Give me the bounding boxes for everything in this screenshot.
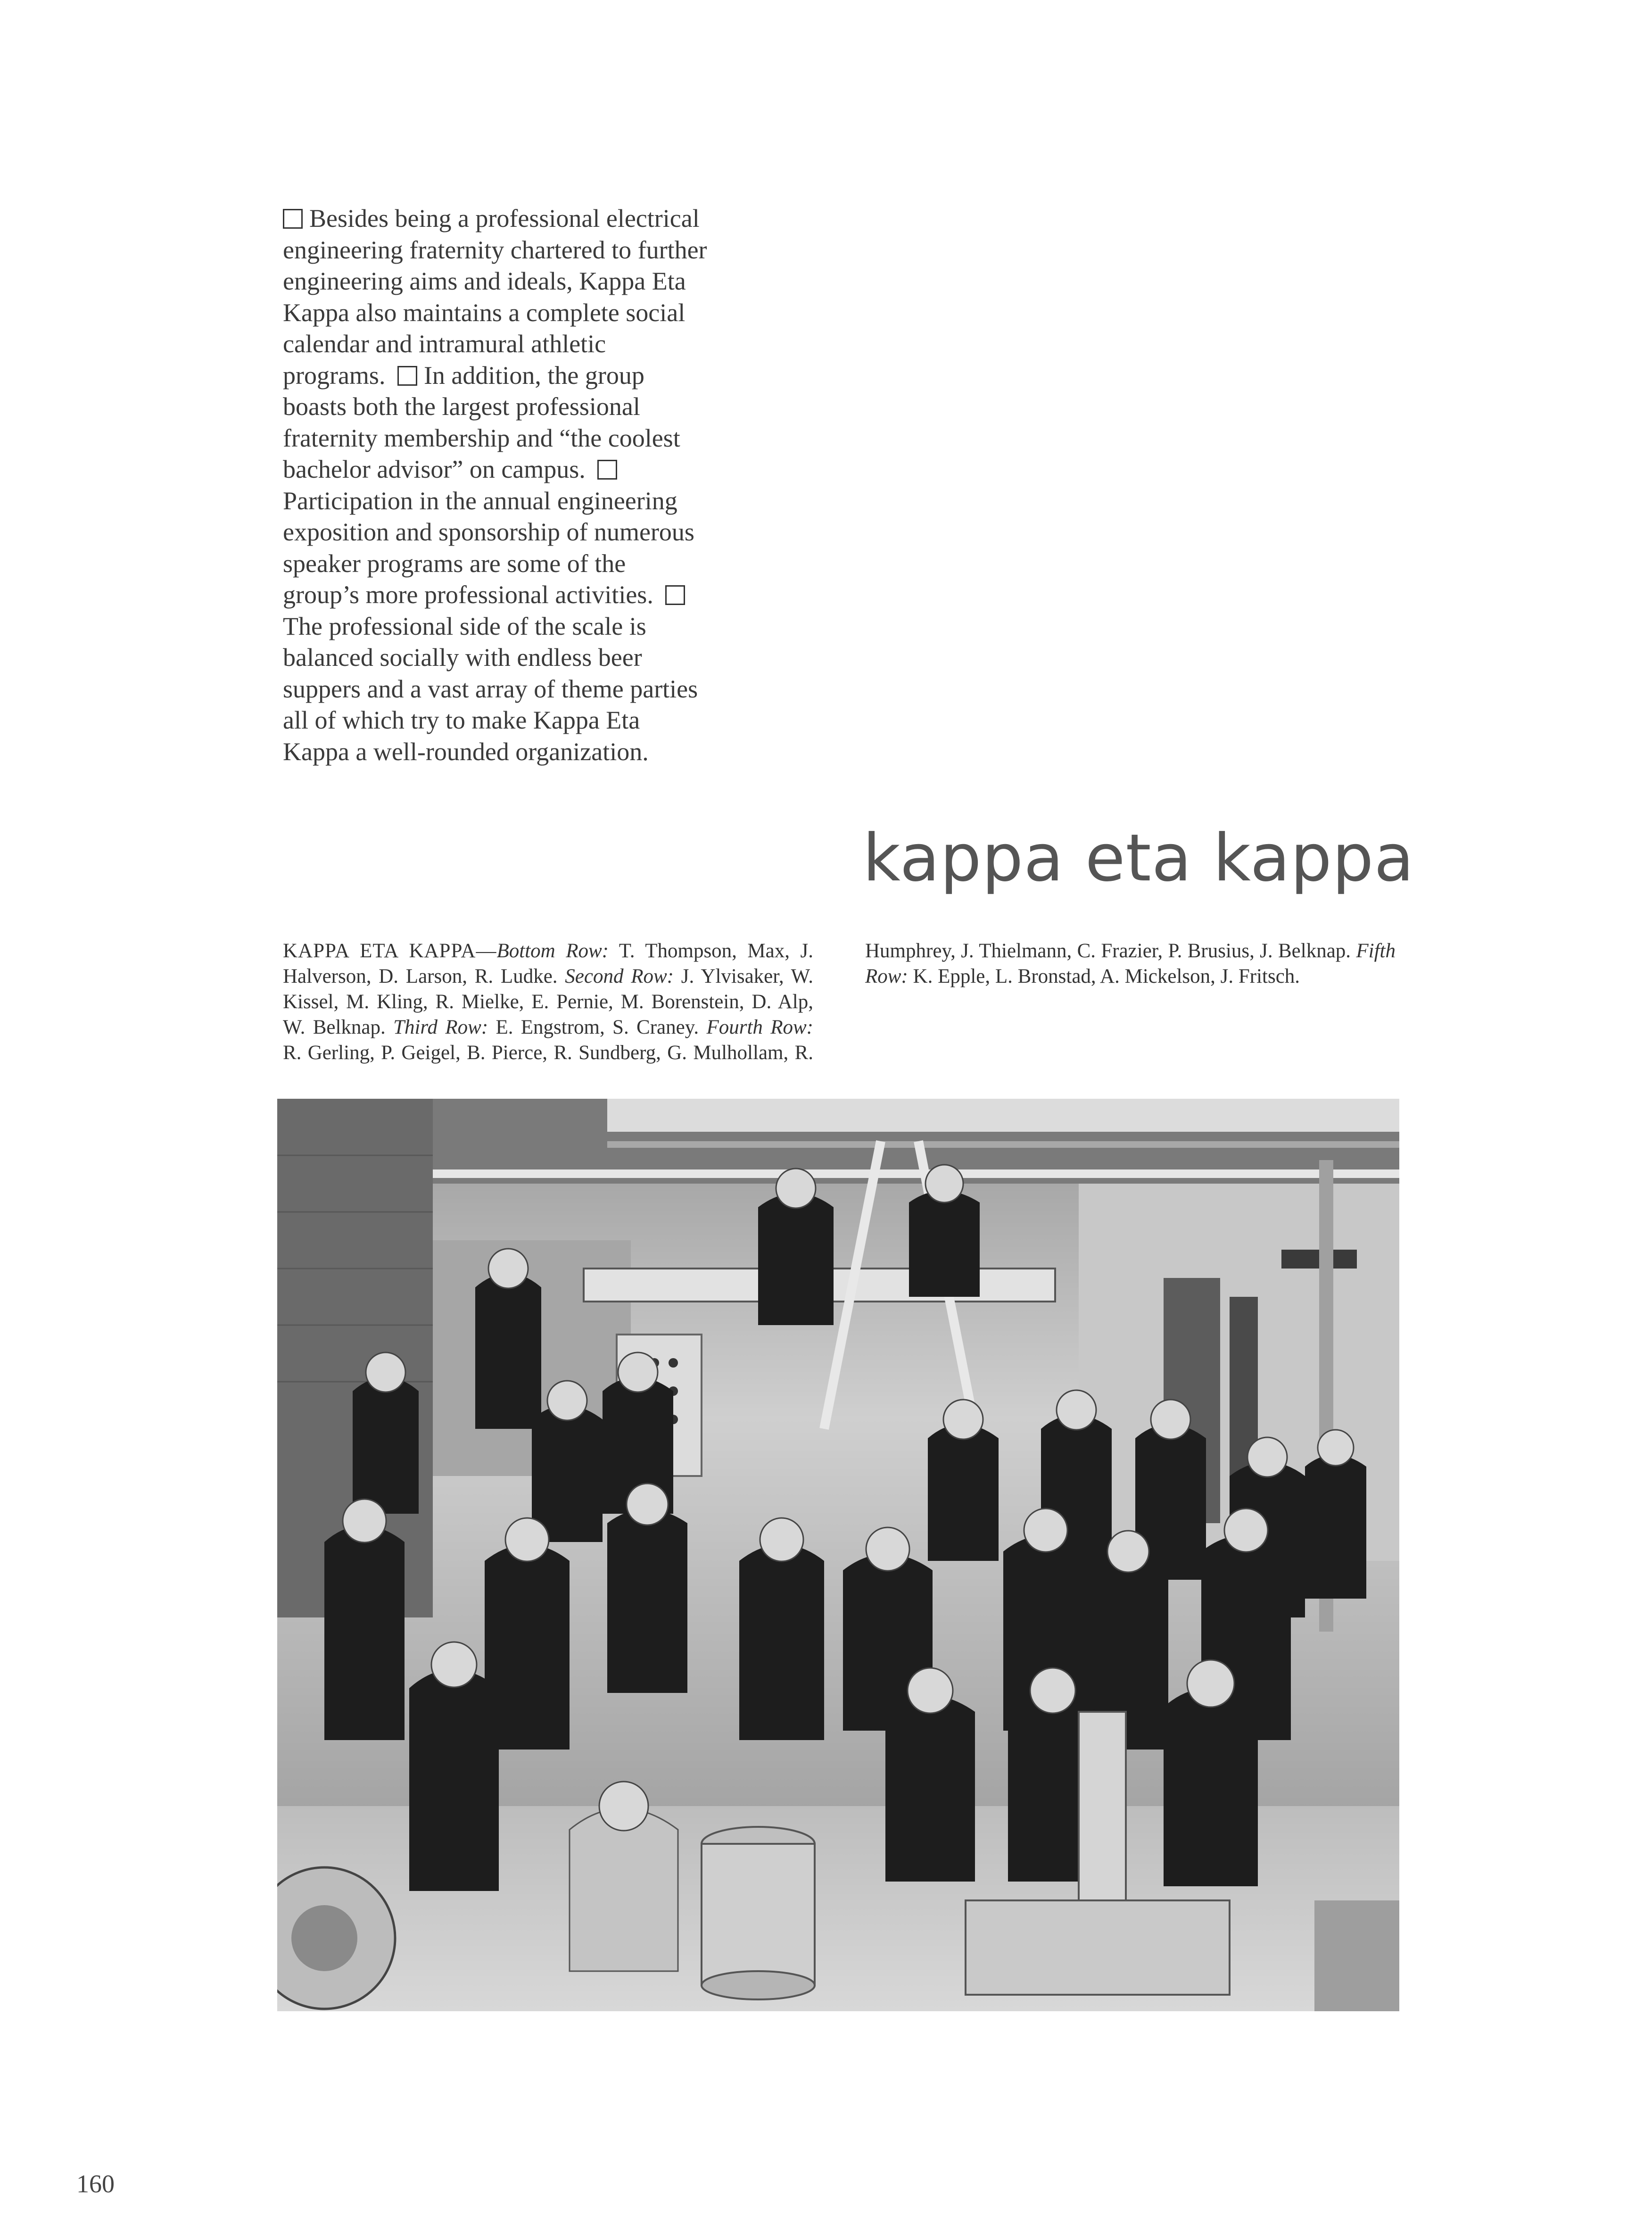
caption-row-label: Bottom Row: bbox=[496, 940, 609, 962]
caption-row-names: R. Gerling, P. Geigel, B. Pierce, R. Sundberg, G. Mulhollam, R. Humphrey, J. Thielmann, C. Frazier, P. Brusius, J. Belknap. bbox=[283, 940, 1356, 1064]
caption-row-label: Fourth Row: bbox=[706, 1016, 813, 1038]
page-title: kappa eta kappa bbox=[863, 820, 1414, 896]
intro-sentence-4: The professional side of the scale is balanced socially with endless beer suppers and a vast array of theme parties all of which try to make Kappa Eta Kappa a well-rounded organization. bbox=[283, 612, 698, 766]
page-number: 160 bbox=[76, 2170, 115, 2198]
intro-paragraph bbox=[283, 203, 707, 767]
caption-row-label: Third Row: bbox=[393, 1016, 488, 1038]
caption-row-label: Fifth Row: bbox=[865, 940, 1396, 987]
square-bullet-icon bbox=[283, 209, 303, 229]
intro-sentence-1: Besides being a professional electrical engineering fraternity chartered to further engineering aims and ideals, Kappa Eta Kappa also maintains a complete social calendar and intramural athletic programs. bbox=[283, 204, 707, 390]
photo-caption bbox=[283, 938, 1396, 1089]
caption-row-names: K. Epple, L. Bronstad, A. Mickelson, J. Fritsch. bbox=[908, 965, 1300, 987]
caption-row-names: T. Thompson, Max, J. Halverson, D. Larson, R. Ludke. bbox=[283, 940, 813, 987]
square-bullet-icon bbox=[397, 366, 417, 386]
square-bullet-icon bbox=[665, 585, 685, 605]
square-bullet-icon bbox=[597, 460, 617, 480]
caption-lead: KAPPA ETA KAPPA— bbox=[283, 940, 497, 962]
group-photo-illustration bbox=[277, 1099, 1399, 2011]
caption-row-names: E. Engstrom, S. Craney. bbox=[488, 1016, 707, 1038]
group-photo bbox=[277, 1099, 1399, 2011]
caption-row-names: J. Ylvisaker, W. Kissel, M. Kling, R. Mielke, E. Pernie, M. Borenstein, D. Alp, W. Belknap. bbox=[283, 965, 813, 1038]
intro-sentence-3: Participation in the annual engineering exposition and sponsorship of numerous speaker programs are some of the group’s more professional activities. bbox=[283, 486, 694, 609]
intro-sentence-2: In addition, the group boasts both the largest professional fraternity membership and “the coolest bachelor advisor” on campus. bbox=[283, 361, 680, 483]
caption-row-label: Second Row: bbox=[565, 965, 674, 987]
